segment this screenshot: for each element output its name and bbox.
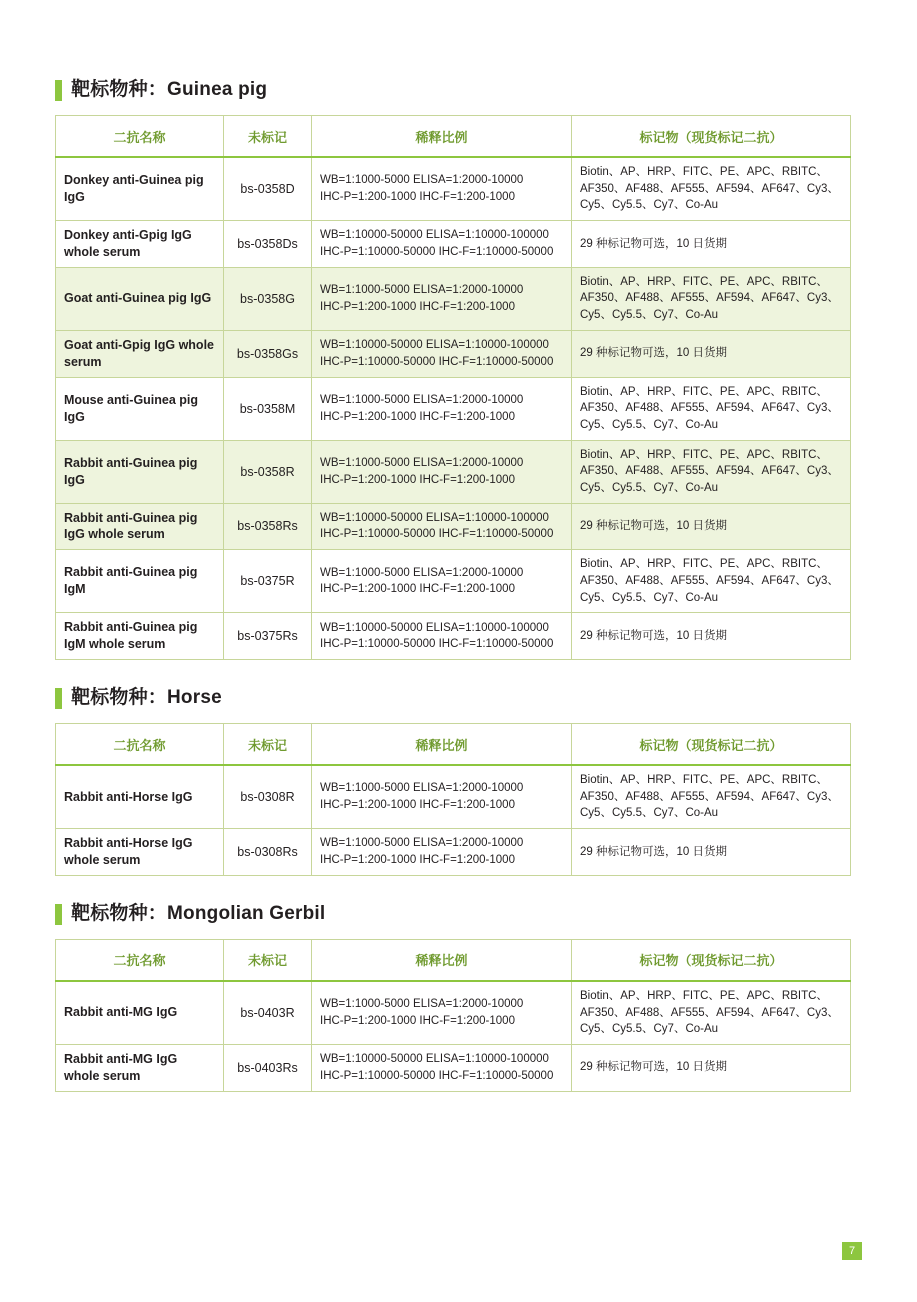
section-title: 靶标物种：Horse (71, 687, 222, 709)
section-heading (55, 80, 850, 101)
section-title: 靶标物种：Guinea pig (71, 79, 268, 101)
antibody-name: Donkey anti-Gpig IgG whole serum (56, 221, 224, 268)
catalog-code: bs-0358D (224, 157, 312, 221)
dilution-ratio: WB=1:10000-50000 ELISA=1:10000-100000 IHC-P=1:10000-50000 IHC-F=1:10000-50000 (312, 330, 572, 377)
antibody-name: Rabbit anti-Guinea pig IgG (56, 440, 224, 503)
dilution-ratio: WB=1:1000-5000 ELISA=1:2000-10000 IHC-P=1:200-1000 IHC-F=1:200-1000 (312, 440, 572, 503)
column-header: 标记物（现货标记二抗） (572, 116, 851, 158)
dilution-ratio: WB=1:1000-5000 ELISA=1:2000-10000 IHC-P=1:200-1000 IHC-F=1:200-1000 (312, 829, 572, 876)
section-title: 靶标物种：Mongolian Gerbil (71, 902, 326, 924)
section-heading (55, 904, 850, 925)
table-row (56, 1044, 851, 1091)
antibody-name: Goat anti-Gpig IgG whole serum (56, 330, 224, 377)
conjugate-list: Biotin、AP、HRP、FITC、PE、APC、RBITC、AF350、AF488、AF555、AF594、AF647、Cy3、Cy5、Cy5.5、Cy7、Co-Au (572, 440, 851, 503)
section-marker-icon (55, 904, 62, 925)
catalog-code: bs-0375Rs (224, 613, 312, 660)
table-row (56, 440, 851, 503)
conjugate-list: 29 种标记物可选，10 日货期 (572, 221, 851, 268)
catalog-code: bs-0403R (224, 981, 312, 1045)
conjugate-list: Biotin、AP、HRP、FITC、PE、APC、RBITC、AF350、AF488、AF555、AF594、AF647、Cy3、Cy5、Cy5.5、Cy7、Co-Au (572, 377, 851, 440)
table-header-row (56, 724, 851, 766)
catalog-code: bs-0358G (224, 267, 312, 330)
column-header: 稀释比例 (312, 116, 572, 158)
column-header: 稀释比例 (312, 939, 572, 981)
dilution-ratio: WB=1:1000-5000 ELISA=1:2000-10000 IHC-P=1:200-1000 IHC-F=1:200-1000 (312, 377, 572, 440)
antibody-name: Donkey anti-Guinea pig IgG (56, 157, 224, 221)
dilution-ratio: WB=1:1000-5000 ELISA=1:2000-10000 IHC-P=1:200-1000 IHC-F=1:200-1000 (312, 550, 572, 613)
conjugate-list: Biotin、AP、HRP、FITC、PE、APC、RBITC、AF350、AF488、AF555、AF594、AF647、Cy3、Cy5、Cy5.5、Cy7、Co-Au (572, 267, 851, 330)
antibody-name: Rabbit anti-MG IgG whole serum (56, 1044, 224, 1091)
section-heading (55, 688, 850, 709)
antibody-table (55, 115, 851, 660)
dilution-ratio: WB=1:10000-50000 ELISA=1:10000-100000 IHC-P=1:10000-50000 IHC-F=1:10000-50000 (312, 503, 572, 550)
column-header: 稀释比例 (312, 724, 572, 766)
section-marker-icon (55, 80, 62, 101)
table-row (56, 829, 851, 876)
table-row (56, 550, 851, 613)
catalog-code: bs-0375R (224, 550, 312, 613)
section-marker-icon (55, 688, 62, 709)
table-header-row (56, 939, 851, 981)
conjugate-list: 29 种标记物可选，10 日货期 (572, 613, 851, 660)
catalog-code: bs-0358Rs (224, 503, 312, 550)
antibody-name: Rabbit anti-MG IgG (56, 981, 224, 1045)
dilution-ratio: WB=1:1000-5000 ELISA=1:2000-10000 IHC-P=1:200-1000 IHC-F=1:200-1000 (312, 981, 572, 1045)
dilution-ratio: WB=1:10000-50000 ELISA=1:10000-100000 IHC-P=1:10000-50000 IHC-F=1:10000-50000 (312, 1044, 572, 1091)
table-row (56, 377, 851, 440)
table-row (56, 765, 851, 829)
dilution-ratio: WB=1:1000-5000 ELISA=1:2000-10000 IHC-P=1:200-1000 IHC-F=1:200-1000 (312, 765, 572, 829)
dilution-ratio: WB=1:1000-5000 ELISA=1:2000-10000 IHC-P=1:200-1000 IHC-F=1:200-1000 (312, 157, 572, 221)
table-row (56, 503, 851, 550)
column-header: 未标记 (224, 939, 312, 981)
column-header: 二抗名称 (56, 724, 224, 766)
conjugate-list: Biotin、AP、HRP、FITC、PE、APC、RBITC、AF350、AF488、AF555、AF594、AF647、Cy3、Cy5、Cy5.5、Cy7、Co-Au (572, 981, 851, 1045)
conjugate-list: 29 种标记物可选，10 日货期 (572, 503, 851, 550)
table-row (56, 221, 851, 268)
antibody-table (55, 939, 851, 1092)
column-header: 二抗名称 (56, 116, 224, 158)
conjugate-list: Biotin、AP、HRP、FITC、PE、APC、RBITC、AF350、AF488、AF555、AF594、AF647、Cy3、Cy5、Cy5.5、Cy7、Co-Au (572, 550, 851, 613)
conjugate-list: 29 种标记物可选，10 日货期 (572, 829, 851, 876)
table-header-row (56, 116, 851, 158)
dilution-ratio: WB=1:10000-50000 ELISA=1:10000-100000 IHC-P=1:10000-50000 IHC-F=1:10000-50000 (312, 221, 572, 268)
dilution-ratio: WB=1:1000-5000 ELISA=1:2000-10000 IHC-P=1:200-1000 IHC-F=1:200-1000 (312, 267, 572, 330)
table-row (56, 267, 851, 330)
antibody-name: Rabbit anti-Horse IgG (56, 765, 224, 829)
table-row (56, 613, 851, 660)
dilution-ratio: WB=1:10000-50000 ELISA=1:10000-100000 IHC-P=1:10000-50000 IHC-F=1:10000-50000 (312, 613, 572, 660)
conjugate-list: Biotin、AP、HRP、FITC、PE、APC、RBITC、AF350、AF488、AF555、AF594、AF647、Cy3、Cy5、Cy5.5、Cy7、Co-Au (572, 765, 851, 829)
antibody-name: Rabbit anti-Horse IgG whole serum (56, 829, 224, 876)
catalog-code: bs-0358Gs (224, 330, 312, 377)
catalog-code: bs-0358M (224, 377, 312, 440)
catalog-code: bs-0403Rs (224, 1044, 312, 1091)
table-row (56, 157, 851, 221)
conjugate-list: 29 种标记物可选，10 日货期 (572, 330, 851, 377)
conjugate-list: 29 种标记物可选，10 日货期 (572, 1044, 851, 1091)
antibody-name: Rabbit anti-Guinea pig IgM whole serum (56, 613, 224, 660)
table-row (56, 330, 851, 377)
antibody-name: Mouse anti-Guinea pig IgG (56, 377, 224, 440)
catalog-code: bs-0358R (224, 440, 312, 503)
catalog-code: bs-0308R (224, 765, 312, 829)
page-number: 7 (842, 1242, 862, 1260)
table-row (56, 981, 851, 1045)
conjugate-list: Biotin、AP、HRP、FITC、PE、APC、RBITC、AF350、AF488、AF555、AF594、AF647、Cy3、Cy5、Cy5.5、Cy7、Co-Au (572, 157, 851, 221)
antibody-table (55, 723, 851, 876)
catalog-code: bs-0358Ds (224, 221, 312, 268)
column-header: 未标记 (224, 724, 312, 766)
antibody-name: Rabbit anti-Guinea pig IgG whole serum (56, 503, 224, 550)
column-header: 标记物（现货标记二抗） (572, 939, 851, 981)
page-content (55, 80, 850, 1120)
antibody-name: Rabbit anti-Guinea pig IgM (56, 550, 224, 613)
column-header: 二抗名称 (56, 939, 224, 981)
column-header: 标记物（现货标记二抗） (572, 724, 851, 766)
catalog-code: bs-0308Rs (224, 829, 312, 876)
column-header: 未标记 (224, 116, 312, 158)
antibody-name: Goat anti-Guinea pig IgG (56, 267, 224, 330)
